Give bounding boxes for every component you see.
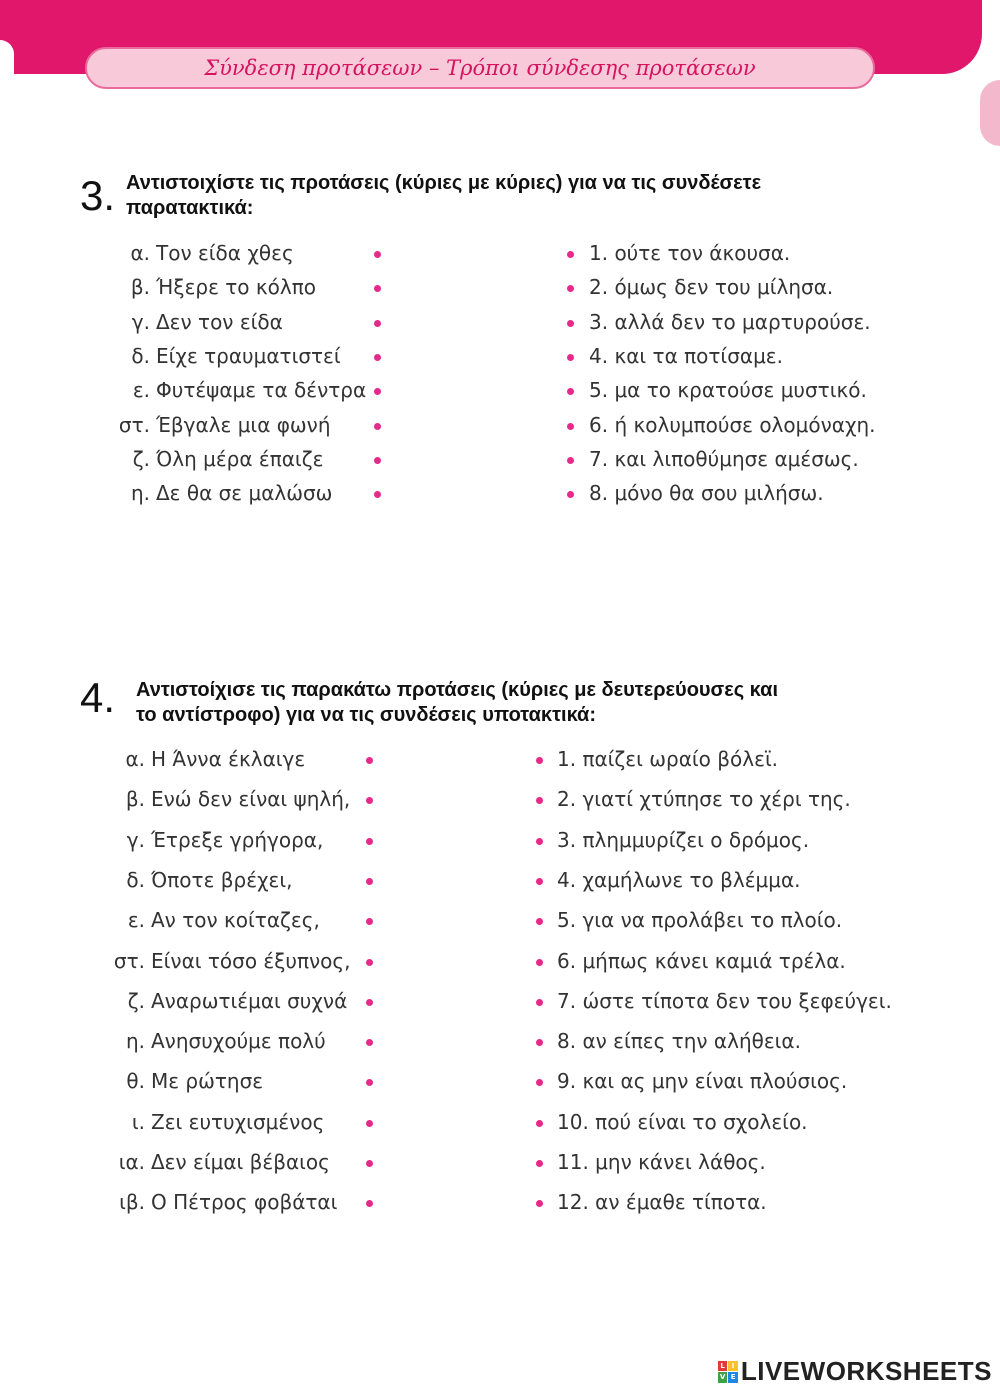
left-clause: Η Άννα έκλαιγε bbox=[151, 747, 306, 771]
side-tab bbox=[980, 80, 1000, 146]
left-match-dot[interactable] bbox=[374, 251, 381, 258]
match-row bbox=[0, 1110, 1000, 1140]
instruction-line: Αντιστοίχισε τις παρακάτω προτάσεις (κύριες με δευτερεύουσες και bbox=[136, 679, 779, 701]
right-clause: 4. και τα ποτίσαμε. bbox=[589, 343, 783, 368]
left-clause: Ήξερε το κόλπο bbox=[156, 275, 317, 300]
left-match-dot[interactable] bbox=[366, 757, 373, 764]
left-clause: Όποτε βρέχει, bbox=[151, 867, 293, 892]
right-match-dot[interactable] bbox=[536, 1039, 543, 1046]
left-match-dot[interactable] bbox=[366, 797, 373, 804]
right-clause: 5. για να προλάβει το πλοίο. bbox=[557, 908, 843, 933]
right-match-dot[interactable] bbox=[567, 354, 574, 361]
match-row bbox=[0, 241, 1000, 271]
left-clause: Όλη μέρα έπαιζε bbox=[156, 446, 324, 471]
left-match-dot[interactable] bbox=[366, 1200, 373, 1207]
match-row bbox=[0, 1029, 1000, 1059]
item-label: ε. bbox=[127, 908, 145, 933]
item-label: β. bbox=[125, 787, 145, 812]
left-match-dot[interactable] bbox=[374, 491, 381, 498]
right-match-dot[interactable] bbox=[567, 388, 574, 395]
item-label: θ. bbox=[126, 1069, 145, 1094]
instruction-line: παρατακτικά: bbox=[126, 197, 254, 219]
left-match-dot[interactable] bbox=[366, 1039, 373, 1046]
item-label: ζ. bbox=[132, 446, 150, 471]
match-row bbox=[0, 949, 1000, 979]
right-match-dot[interactable] bbox=[567, 320, 574, 327]
item-label: ια. bbox=[118, 1150, 145, 1174]
right-clause: 5. μα το κρατούσε μυστικό. bbox=[589, 378, 867, 403]
right-match-dot[interactable] bbox=[536, 838, 543, 845]
match-row bbox=[0, 275, 1000, 305]
instruction-line: το αντίστροφο) για να τις συνδέσεις υποτακτικά: bbox=[136, 704, 597, 726]
right-match-dot[interactable] bbox=[536, 959, 543, 966]
left-clause: Ενώ δεν είναι ψηλή, bbox=[151, 787, 351, 812]
right-clause: 1. ούτε τον άκουσα. bbox=[589, 241, 791, 265]
brand-name: LIVEWORKSHEETS bbox=[740, 1356, 992, 1386]
right-clause: 1. παίζει ωραίο βόλεϊ. bbox=[557, 747, 779, 771]
match-row bbox=[0, 413, 1000, 443]
exercise-number: 4. bbox=[80, 674, 116, 721]
item-label: η. bbox=[130, 481, 150, 506]
left-match-dot[interactable] bbox=[374, 354, 381, 361]
item-label: δ. bbox=[131, 343, 150, 368]
right-match-dot[interactable] bbox=[536, 1079, 543, 1086]
right-clause: 7. και λιποθύμησε αμέσως. bbox=[589, 446, 859, 471]
left-clause: Αν τον κοίταζες, bbox=[151, 908, 320, 933]
left-clause: Έβγαλε μια φωνή bbox=[156, 412, 331, 437]
match-row bbox=[0, 1150, 1000, 1180]
item-label: α. bbox=[130, 241, 150, 265]
header-notch bbox=[0, 40, 14, 80]
right-match-dot[interactable] bbox=[567, 423, 574, 430]
match-row bbox=[0, 1069, 1000, 1099]
left-match-dot[interactable] bbox=[366, 959, 373, 966]
right-match-dot[interactable] bbox=[536, 1160, 543, 1167]
logo-icon bbox=[718, 1361, 738, 1383]
match-row bbox=[0, 344, 1000, 374]
right-clause: 8. μόνο θα σου μιλήσω. bbox=[589, 481, 824, 506]
right-match-dot[interactable] bbox=[536, 918, 543, 925]
left-match-dot[interactable] bbox=[374, 285, 381, 292]
right-match-dot[interactable] bbox=[567, 251, 574, 258]
item-label: ζ. bbox=[127, 988, 145, 1013]
exercise-instruction bbox=[136, 678, 778, 728]
right-clause: 2. όμως δεν του μίλησα. bbox=[589, 275, 834, 300]
item-label: γ. bbox=[126, 827, 145, 852]
left-match-dot[interactable] bbox=[366, 1160, 373, 1167]
right-clause: 11. μην κάνει λάθος. bbox=[557, 1150, 766, 1174]
right-clause: 7. ώστε τίποτα δεν του ξεφεύγει. bbox=[557, 988, 892, 1013]
left-clause: Αναρωτιέμαι συχνά bbox=[151, 988, 348, 1013]
exercise-instruction bbox=[126, 171, 761, 221]
item-label: δ. bbox=[126, 867, 145, 892]
left-match-dot[interactable] bbox=[366, 878, 373, 885]
item-label: ιβ. bbox=[119, 1190, 145, 1215]
right-clause: 6. ή κολυμπούσε ολομόναχη. bbox=[589, 412, 876, 437]
logo-letter: L bbox=[718, 1361, 728, 1372]
match-row bbox=[0, 747, 1000, 777]
item-label: στ. bbox=[118, 412, 150, 437]
left-clause: Είναι τόσο έξυπνος, bbox=[151, 948, 351, 973]
liveworksheets-logo bbox=[718, 1356, 992, 1387]
right-clause: 3. πλημμυρίζει ο δρόμος. bbox=[557, 827, 810, 852]
left-clause: Φυτέψαμε τα δέντρα bbox=[156, 378, 367, 403]
exercise-number: 3. bbox=[80, 172, 116, 219]
item-label: ι. bbox=[131, 1109, 145, 1134]
left-match-dot[interactable] bbox=[366, 1120, 373, 1127]
right-match-dot[interactable] bbox=[567, 457, 574, 464]
left-clause: Τον είδα χθες bbox=[156, 241, 294, 265]
right-clause: 2. γιατί χτύπησε το χέρι της. bbox=[557, 787, 851, 812]
left-match-dot[interactable] bbox=[374, 320, 381, 327]
logo-letter: I bbox=[728, 1361, 738, 1372]
left-clause: Δε θα σε μαλώσω bbox=[156, 481, 333, 506]
right-clause: 10. πού είναι το σχολείο. bbox=[557, 1109, 808, 1134]
right-clause: 6. μήπως κάνει καμιά τρέλα. bbox=[557, 948, 846, 973]
left-match-dot[interactable] bbox=[366, 1079, 373, 1086]
match-row bbox=[0, 868, 1000, 898]
left-match-dot[interactable] bbox=[374, 388, 381, 395]
left-clause: Με ρώτησε bbox=[151, 1069, 264, 1094]
right-clause: 3. αλλά δεν το μαρτυρούσε. bbox=[589, 309, 871, 334]
match-row bbox=[0, 1190, 1000, 1220]
left-clause: Ζει ευτυχισμένος bbox=[151, 1109, 325, 1134]
item-label: η. bbox=[125, 1029, 145, 1054]
right-match-dot[interactable] bbox=[536, 1200, 543, 1207]
match-row bbox=[0, 828, 1000, 858]
item-label: β. bbox=[130, 275, 150, 300]
left-clause: Δεν τον είδα bbox=[156, 309, 283, 334]
item-label: στ. bbox=[113, 948, 145, 973]
logo-letter: V bbox=[718, 1372, 728, 1383]
match-row bbox=[0, 481, 1000, 511]
left-match-dot[interactable] bbox=[366, 999, 373, 1006]
right-match-dot[interactable] bbox=[536, 797, 543, 804]
left-clause: Είχε τραυματιστεί bbox=[156, 343, 341, 368]
right-match-dot[interactable] bbox=[536, 999, 543, 1006]
logo-letter: E bbox=[728, 1372, 738, 1383]
left-match-dot[interactable] bbox=[374, 457, 381, 464]
right-match-dot[interactable] bbox=[567, 491, 574, 498]
right-match-dot[interactable] bbox=[536, 1120, 543, 1127]
left-clause: Έτρεξε γρήγορα, bbox=[151, 827, 324, 852]
right-clause: 4. χαμήλωνε το βλέμμα. bbox=[557, 867, 801, 892]
match-row bbox=[0, 378, 1000, 408]
left-clause: Ο Πέτρος φοβάται bbox=[151, 1190, 338, 1215]
right-match-dot[interactable] bbox=[536, 757, 543, 764]
left-match-dot[interactable] bbox=[374, 423, 381, 430]
left-match-dot[interactable] bbox=[366, 918, 373, 925]
match-row bbox=[0, 310, 1000, 340]
match-row bbox=[0, 908, 1000, 938]
left-clause: Ανησυχούμε πολύ bbox=[151, 1029, 326, 1054]
item-label: γ. bbox=[131, 309, 150, 334]
match-row bbox=[0, 787, 1000, 817]
right-match-dot[interactable] bbox=[567, 285, 574, 292]
match-row bbox=[0, 989, 1000, 1019]
match-row bbox=[0, 447, 1000, 477]
right-match-dot[interactable] bbox=[536, 878, 543, 885]
left-clause: Δεν είμαι βέβαιος bbox=[151, 1150, 330, 1174]
item-label: α. bbox=[125, 747, 145, 771]
right-clause: 8. αν είπες την αλήθεια. bbox=[557, 1029, 801, 1054]
page-title: Σύνδεση προτάσεων – Τρόποι σύνδεσης προτάσεων bbox=[85, 47, 875, 89]
right-clause: 9. και ας μην είναι πλούσιος. bbox=[557, 1069, 848, 1094]
left-match-dot[interactable] bbox=[366, 838, 373, 845]
right-clause: 12. αν έμαθε τίποτα. bbox=[557, 1190, 767, 1215]
instruction-line: Αντιστοιχίστε τις προτάσεις (κύριες με κύριες) για να τις συνδέσετε bbox=[126, 172, 762, 194]
item-label: ε. bbox=[132, 378, 150, 403]
